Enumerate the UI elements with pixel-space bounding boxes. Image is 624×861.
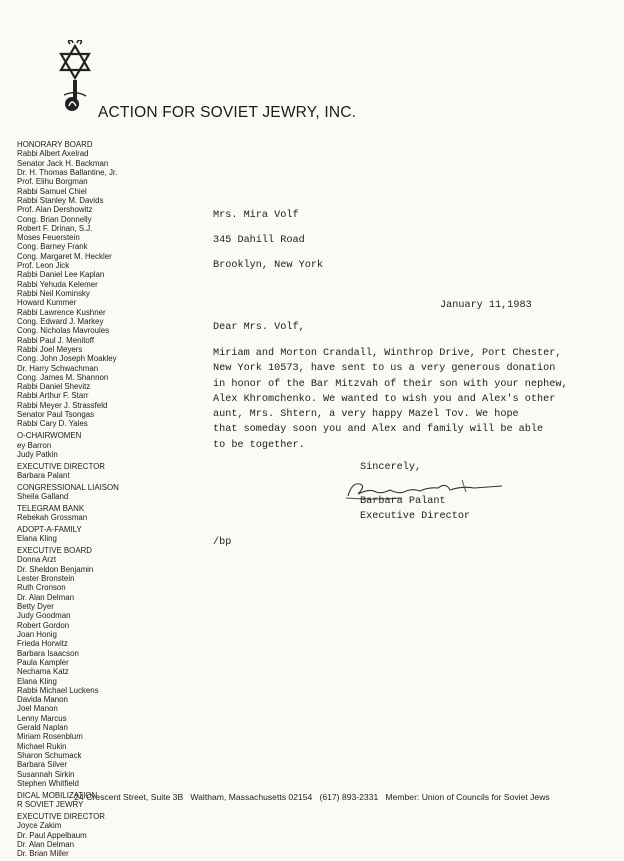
board-member: Michael Rukin (17, 741, 67, 751)
board-member: R SOVIET JEWRY (17, 800, 84, 810)
board-section-title: EXECUTIVE DIRECTOR (17, 461, 105, 471)
board-member: Prof. Leon Jick (17, 261, 70, 271)
board-member: Betty Dyer (17, 602, 54, 611)
board-member: Howard Kummer (17, 298, 77, 308)
board-section-title: TELEGRAM BANK (17, 503, 85, 513)
board-member: Moses Feuerstein (17, 233, 80, 243)
board-member: ey Barron (17, 440, 52, 450)
recipient-name: Mrs. Mira Volf (213, 210, 299, 221)
board-member: Rabbi Michael Luckens (17, 685, 99, 695)
board-member: Cong. Nicholas Mavroules (17, 326, 110, 336)
board-member: Frieda Horwitz (17, 639, 68, 649)
board-member: Rabbi Lawrence Kushner (17, 307, 106, 317)
board-section (17, 483, 182, 502)
board-member: Robert Gordon (17, 620, 70, 630)
board-sidebar (17, 140, 182, 861)
board-member: Rabbi Cary D. Yales (17, 419, 88, 429)
typist-initials: /bp (213, 537, 232, 548)
board-member: Rabbi Arthur F. Starr (17, 391, 89, 401)
board-member: Lenny Marcus (17, 713, 67, 723)
board-member: Robert F. Drinan, S.J. (17, 223, 93, 233)
board-section-title: ADOPT-A-FAMILY (17, 525, 82, 534)
board-member: Senator Paul Tsongas (17, 410, 95, 420)
body-line: in honor of the Bar Mitzvah of their son with your nephew, (213, 378, 568, 390)
board-member: Dr. Sheldon Benjamin (17, 564, 94, 574)
recipient-street: 345 Dahill Road (213, 235, 305, 246)
board-section-title: CONGRESSIONAL LIAISON (17, 482, 119, 492)
body-line: aunt, Mrs. Shtern, a very happy Mazel Tov. We hope (213, 409, 519, 421)
board-member: Rabbi Paul J. Menitoff (17, 335, 95, 345)
board-section (17, 462, 182, 481)
board-section-title: EXECUTIVE BOARD (17, 546, 92, 556)
board-member: Rabbi Yehuda Kelemer (17, 279, 98, 289)
board-section (17, 525, 182, 544)
board-member: Barbara Isaacson (17, 648, 79, 658)
board-member: Dr. Alan Delman (17, 592, 75, 602)
board-member: Rebekah Grossman (17, 513, 88, 523)
board-member: Joyce Zakim (17, 821, 62, 831)
board-member: Dr. Paul Appelbaum (17, 830, 87, 840)
board-member: Cong. John Joseph Moakley (17, 354, 117, 364)
board-member: Miriam Rosenblum (17, 732, 83, 742)
board-member: Rabbi Daniel Shevitz (17, 382, 91, 392)
board-member: Rabbi Daniel Lee Kaplan (17, 270, 105, 280)
board-member: Dr. Harry Schwachman (17, 363, 99, 373)
board-member: Davida Manon (17, 695, 68, 705)
board-member: Stephen Whitfield (17, 778, 79, 788)
board-member: Rabbi Albert Axelrad (17, 149, 89, 159)
board-member: Cong. Barney Frank (17, 242, 88, 252)
board-member: Cong. Edward J. Markey (17, 316, 104, 326)
board-section-title: HONORARY BOARD (17, 140, 93, 149)
board-section (17, 431, 182, 459)
board-member: Sharon Schumack (17, 751, 82, 760)
board-member: Rabbi Stanley M. Davids (17, 195, 104, 205)
board-section (17, 546, 182, 788)
board-member: Prof. Alan Dershowitz (17, 205, 93, 215)
board-member: Prof. Elihu Borgman (17, 177, 88, 187)
footer-address: 24 Crescent Street, Suite 3B Waltham, Massachusetts 02154 (617) 893-2331 Member: Union of Councils for Soviet Jews (74, 792, 550, 802)
board-section-title: O-CHAIRWOMEN (17, 431, 82, 441)
board-section-title: DICAL MOBILIZATION (17, 790, 98, 800)
board-section (17, 140, 182, 429)
board-member: Rabbi Samuel Chiel (17, 186, 87, 196)
signer-title: Executive Director (360, 511, 471, 522)
board-member: Susannah Sirkin (17, 769, 75, 779)
letter-date: January 11,1983 (440, 300, 532, 311)
board-member: Ruth Cronson (17, 583, 66, 593)
board-member: Judy Patkin (17, 449, 58, 459)
board-member: Joel Manon (17, 704, 58, 714)
board-member: Senator Jack H. Backman (17, 158, 109, 168)
board-member: Elana Kling (17, 676, 57, 686)
board-section (17, 504, 182, 523)
body-line: Alex Khromchenko. We wanted to wish you and Alex's other (213, 393, 556, 405)
board-member: Cong. Margaret M. Heckler (17, 251, 112, 261)
board-section (17, 812, 182, 859)
board-member: Rabbi Joel Meyers (17, 344, 83, 354)
letter-body (213, 346, 568, 453)
board-member: Gerald Naplan (17, 723, 68, 733)
board-member: Elana Kling (17, 534, 57, 544)
body-line: that someday soon you and Alex and family will be able (213, 424, 544, 436)
board-member: Dr. Brian Miller (17, 849, 69, 859)
board-member: Dr. Alan Delman (17, 839, 75, 849)
body-line: Miriam and Morton Crandall, Winthrop Drive, Port Chester, (213, 348, 562, 359)
salutation: Dear Mrs. Volf, (213, 322, 305, 333)
board-member: Donna Arzt (17, 555, 57, 565)
board-member: Nechama Katz (17, 667, 69, 677)
board-member: Judy Goodman (17, 611, 71, 621)
board-member: Barbara Palant (17, 470, 70, 480)
closing: Sincerely, (360, 462, 422, 473)
board-member: Dr. H. Thomas Ballantine, Jr. (17, 167, 118, 177)
board-member: Joan Honig (17, 629, 57, 639)
board-member: Cong. James M. Shannon (17, 372, 109, 382)
signer-name: Barbara Palant (360, 496, 446, 507)
board-member: Cong. Brian Donnelly (17, 214, 92, 224)
board-member: Paula Kampler (17, 657, 69, 667)
recipient-city: Brooklyn, New York (213, 260, 324, 271)
board-member: Sheila Galland (17, 492, 69, 502)
board-member: Rabbi Neil Kominsky (17, 289, 90, 298)
star-of-david-emblem-icon (56, 40, 94, 120)
board-section-title: EXECUTIVE DIRECTOR (17, 811, 105, 821)
body-line: to be together. (213, 439, 305, 451)
board-member: Rabbi Meyer J. Strassfeld (17, 400, 108, 410)
body-line: New York 10573, have sent to us a very generous donation (213, 363, 556, 375)
board-member: Lester Bronstein (17, 574, 75, 584)
organization-name: ACTION FOR SOVIET JEWRY, INC. (98, 104, 357, 121)
board-member: Barbara Silver (17, 760, 67, 770)
